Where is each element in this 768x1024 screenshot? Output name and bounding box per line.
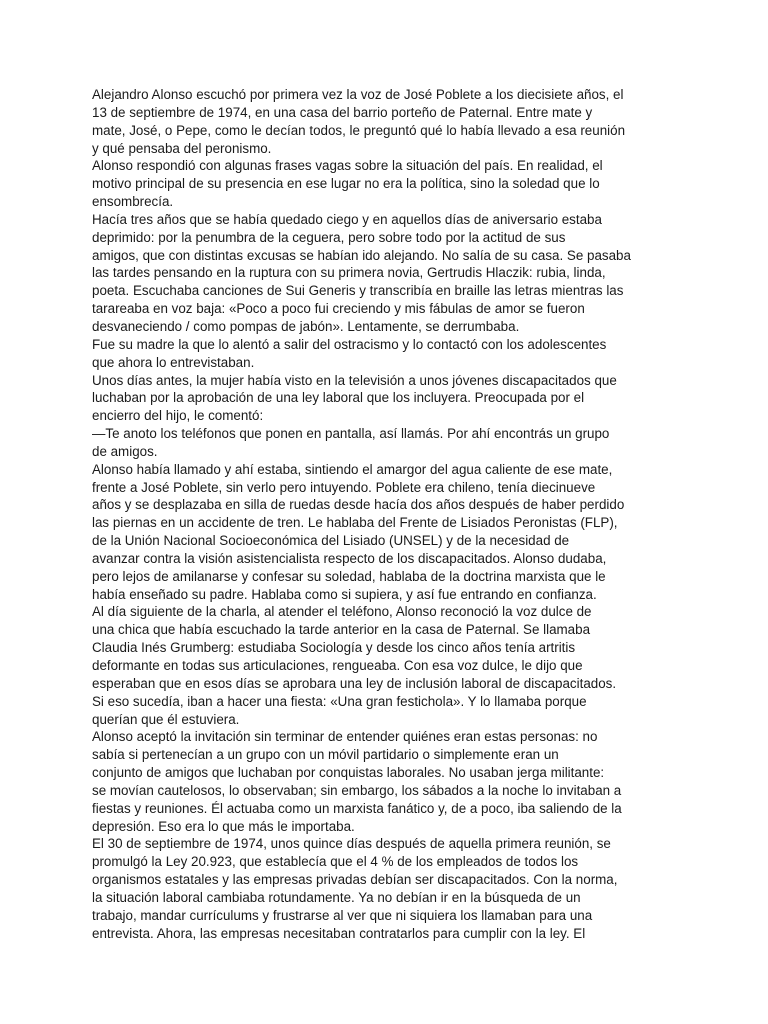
- text-line: Claudia Inés Grumberg: estudiaba Sociología y desde los cinco años tenía artritis: [92, 640, 576, 656]
- text-line: promulgó la Ley 20.923, que establecía que el 4 % de los empleados de todos los: [92, 854, 579, 870]
- text-line: frente a José Poblete, sin verlo pero intuyendo. Poblete era chileno, tenía diecinueve: [92, 479, 596, 495]
- text-line: desvaneciendo / como pompas de jabón». Lentamente, se derrumbaba.: [92, 318, 520, 334]
- text-line: Alonso había llamado y ahí estaba, sintiendo el amargor del agua caliente de ese mate,: [92, 461, 613, 477]
- text-line: de amigos.: [92, 443, 158, 459]
- text-line: años y se desplazaba en silla de ruedas desde hacía dos años después de haber perdido: [92, 497, 625, 513]
- text-line: —Te anoto los teléfonos que ponen en pantalla, así llamás. Por ahí encontrás un grupo: [92, 426, 610, 442]
- text-line: deformante en todas sus articulaciones, rengueaba. Con esa voz dulce, le dijo que: [92, 658, 583, 673]
- text-line: Alonso respondió con algunas frases vagas sobre la situación del país. En realidad, el: [92, 158, 603, 174]
- text-line: la situación laboral cambiaba rotundamente. Ya no debían ir en la búsqueda de un: [92, 889, 581, 905]
- text-line: avanzar contra la visión asistencialista respecto de los discapacitados. Alonso dudaba,: [92, 550, 607, 566]
- text-line: tarareaba en voz baja: «Poco a poco fui creciendo y mis fábulas de amor se fueron: [92, 301, 585, 317]
- body-text: [92, 86, 692, 943]
- text-line: 13 de septiembre de 1974, en una casa del barrio porteño de Paternal. Entre mate y: [92, 104, 593, 120]
- text-line: deprimido: por la penumbra de la ceguera, pero sobre todo por la actitud de sus: [92, 229, 566, 245]
- text-line: pero lejos de amilanarse y confesar su soledad, hablaba de la doctrina marxista que le: [92, 568, 606, 584]
- text-line: se movían cautelosos, lo observaban; sin embargo, los sábados a la noche lo invitaban a: [92, 782, 622, 798]
- text-line: fiestas y reuniones. Él actuaba como un marxista fanático y, de a poco, iba saliendo de la: [92, 800, 622, 816]
- text-line: El 30 de septiembre de 1974, unos quince días después de aquella primera reunión, se: [92, 836, 611, 852]
- text-line: mate, José, o Pepe, como le decían todos, le preguntó qué lo había llevado a esa reunión: [92, 122, 626, 138]
- text-line: Si eso sucedía, iban a hacer una fiesta: «Una gran festichola». Y lo llamaba porque: [92, 693, 587, 709]
- text-line: organismos estatales y las empresas privadas debían ser discapacitados. Con la norma,: [92, 872, 618, 888]
- text-line: Fue su madre la que lo alentó a salir del ostracismo y lo contactó con los adolescentes: [92, 336, 607, 352]
- text-line: trabajo, mandar currículums y frustrarse al ver que ni siquiera los llamaban para una: [92, 907, 593, 923]
- text-line: Unos días antes, la mujer había visto en la televisión a unos jóvenes discapacitados que: [92, 372, 617, 388]
- text-line: había enseñado su padre. Hablaba como si supiera, y así fue entrando en confianza.: [92, 586, 597, 602]
- text-line: Alejandro Alonso escuchó por primera vez la voz de José Poblete a los diecisiete años, el: [92, 87, 624, 102]
- text-line: Al día siguiente de la charla, al atender el teléfono, Alonso reconoció la voz dulce de: [92, 604, 592, 620]
- text-line: Alonso aceptó la invitación sin terminar de entender quiénes eran estas personas: no: [92, 729, 598, 745]
- text-line: y qué pensaba del peronismo.: [92, 140, 272, 156]
- text-line: ensombrecía.: [92, 194, 174, 210]
- text-line: sabía si pertenecían a un grupo con un móvil partidario o simplemente eran un: [92, 747, 559, 763]
- text-line: motivo principal de su presencia en ese lugar no era la política, sino la soledad que lo: [92, 176, 600, 192]
- text-line: amigos, que con distintas excusas se habían ido alejando. No salía de su casa. Se pasaba: [92, 247, 631, 263]
- text-line: conjunto de amigos que luchaban por conquistas laborales. No usaban jerga militante:: [92, 765, 605, 781]
- text-line: las piernas en un accidente de tren. Le hablaba del Frente de Lisiados Peronistas (FLP),: [92, 515, 618, 531]
- text-line: esperaban que en esos días se aprobara una ley de inclusión laboral de discapacitados.: [92, 675, 617, 691]
- text-line: las tardes pensando en la ruptura con su primera novia, Gertrudis Hlaczik: rubia, linda,: [92, 265, 606, 281]
- text-line: querían que él estuviera.: [92, 711, 240, 727]
- text-line: poeta. Escuchaba canciones de Sui Generis y transcribía en braille las letras mientras las: [92, 283, 624, 299]
- text-line: de la Unión Nacional Socioeconómica del Lisiado (UNSEL) y de la necesidad de: [92, 533, 570, 549]
- text-line: encierro del hijo, le comentó:: [92, 408, 264, 424]
- text-line: entrevista. Ahora, las empresas necesitaban contratarlos para cumplir con la ley. El: [92, 925, 586, 941]
- text-line: que ahora lo entrevistaban.: [92, 354, 255, 370]
- text-line: luchaban por la aprobación de una ley laboral que los incluyera. Preocupada por el: [92, 390, 585, 406]
- text-line: depresión. Eso era lo que más le importaba.: [92, 818, 355, 834]
- text-line: una chica que había escuchado la tarde anterior en la casa de Paternal. Se llamaba: [92, 622, 591, 638]
- text-line: Hacía tres años que se había quedado ciego y en aquellos días de aniversario estaba: [92, 211, 602, 227]
